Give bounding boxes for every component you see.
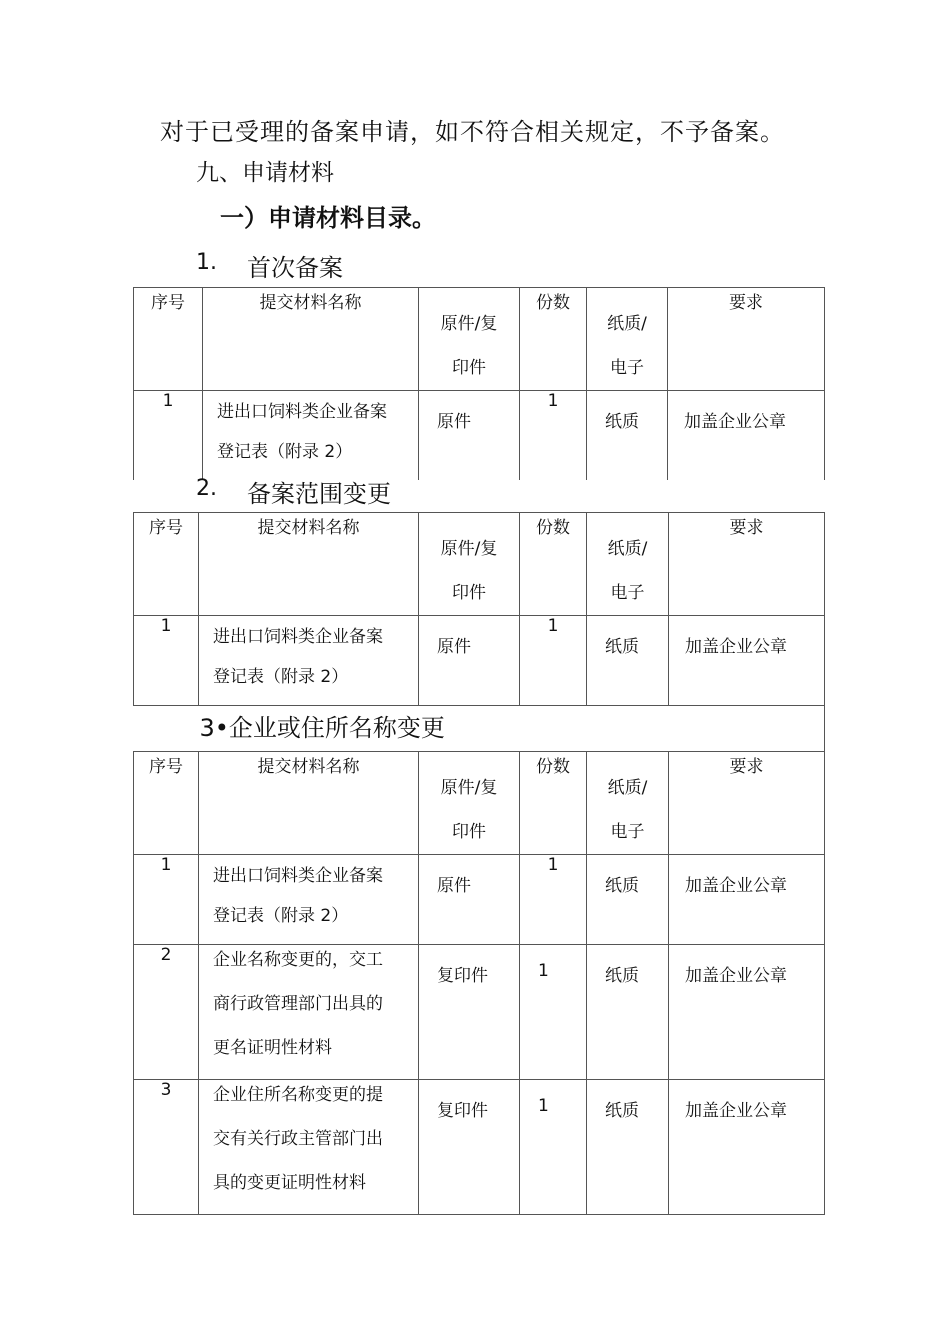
cell-requirement: 加盖企业公章: [685, 876, 787, 896]
cell-name: [199, 1080, 418, 1198]
cell-name-l1: 进出口饲料类企业备案: [213, 627, 383, 647]
cell-name-l1: 进出口饲料类企业备案: [213, 866, 383, 886]
section-1-number: 1.: [196, 250, 217, 275]
table-header-row: [134, 513, 825, 616]
cell-original: 原件: [437, 412, 471, 432]
header-requirement: 要求: [729, 518, 764, 538]
heading-materials-catalog: 一）申请材料目录。: [220, 204, 436, 232]
header-count: 份数: [536, 757, 570, 777]
header-original-copy-l2: 印件: [452, 822, 486, 842]
header-paper-l1: 纸质/: [607, 314, 647, 334]
cell-name: [203, 391, 418, 467]
header-seq: 序号: [149, 757, 183, 777]
cell-original: 原件: [437, 876, 471, 896]
header-requirement: 要求: [729, 757, 764, 777]
section-2-number: 2.: [196, 476, 217, 501]
header-original-copy: [419, 752, 519, 854]
cell-requirement: 加盖企业公章: [685, 1101, 787, 1121]
cell-name-l2: 登记表（附录 2）: [213, 906, 349, 926]
cell-original: 复印件: [437, 966, 488, 986]
header-name: 提交材料名称: [257, 757, 360, 777]
cell-count: 1: [547, 616, 559, 636]
cell-name-l1: 进出口饲料类企业备案: [217, 402, 387, 422]
cell-name-l1: 企业住所名称变更的提: [213, 1085, 383, 1105]
cell-name-l3: 更名证明性材料: [213, 1038, 332, 1058]
cell-count: 1: [547, 391, 559, 411]
header-name: 提交材料名称: [259, 293, 362, 313]
cell-count: 1: [538, 1096, 549, 1116]
cell-requirement: 加盖企业公章: [685, 966, 787, 986]
cell-count: 1: [538, 961, 549, 981]
header-paper-l2: 电子: [610, 358, 644, 378]
cell-paper: 纸质: [605, 637, 639, 657]
cell-requirement: 加盖企业公章: [684, 412, 786, 432]
cell-name: [199, 855, 418, 931]
header-seq: 序号: [149, 518, 183, 538]
cell-name-l2: 商行政管理部门出具的: [213, 994, 383, 1014]
section-3-title-row: [134, 706, 825, 752]
header-paper-l1: 纸质/: [607, 778, 648, 798]
table-row: [134, 391, 825, 480]
header-original-copy-l1: 原件/复: [440, 314, 498, 334]
cell-original: 复印件: [437, 1101, 488, 1121]
header-count: 份数: [536, 518, 570, 538]
header-original-copy: [419, 288, 519, 390]
table-row: [134, 945, 825, 1080]
cell-name: [199, 616, 418, 692]
cell-name: [199, 945, 418, 1063]
header-paper-l2: 电子: [610, 583, 645, 603]
header-name: 提交材料名称: [257, 518, 360, 538]
header-paper-l2: 电子: [610, 822, 645, 842]
cell-paper: 纸质: [605, 412, 639, 432]
paragraph-not-accepted: 对于已受理的备案申请，如不符合相关规定，不予备案。: [160, 118, 785, 146]
table-scope-change: [133, 512, 825, 1215]
cell-paper: 纸质: [605, 966, 639, 986]
header-original-copy-l2: 印件: [452, 358, 486, 378]
header-seq: 序号: [151, 293, 185, 313]
cell-seq: 1: [162, 391, 174, 411]
cell-count: 1: [547, 855, 559, 875]
cell-paper: 纸质: [605, 1101, 639, 1121]
cell-name-l2: 登记表（附录 2）: [217, 442, 353, 462]
cell-name-l2: 交有关行政主管部门出: [213, 1129, 383, 1149]
header-paper-electronic: [587, 513, 668, 615]
header-original-copy-l1: 原件/复: [440, 778, 498, 798]
header-count: 份数: [536, 293, 570, 313]
section-3-title: 3•企业或住所名称变更: [199, 714, 445, 742]
table-header-row: [134, 752, 825, 855]
table-row: [134, 855, 825, 945]
header-requirement: 要求: [729, 293, 763, 313]
cell-seq: 3: [160, 1080, 172, 1100]
heading-application-materials: 九、申请材料: [196, 160, 334, 186]
cell-seq: 1: [160, 855, 172, 875]
table-first-filing: [133, 287, 825, 480]
header-paper-electronic: [587, 752, 668, 854]
cell-original: 原件: [437, 637, 471, 657]
cell-paper: 纸质: [605, 876, 639, 896]
cell-name-l2: 登记表（附录 2）: [213, 667, 349, 687]
table-header-row: [134, 288, 825, 391]
header-original-copy: [419, 513, 519, 615]
cell-name-l1: 企业名称变更的，交工: [213, 950, 383, 970]
table-row: [134, 616, 825, 706]
table-row: [134, 1080, 825, 1215]
section-1-title: 首次备案: [247, 254, 343, 282]
header-original-copy-l1: 原件/复: [440, 539, 498, 559]
cell-seq: 2: [160, 945, 172, 965]
header-original-copy-l2: 印件: [452, 583, 486, 603]
cell-requirement: 加盖企业公章: [685, 637, 787, 657]
section-2-title: 备案范围变更: [247, 480, 391, 508]
header-paper-l1: 纸质/: [607, 539, 648, 559]
cell-seq: 1: [160, 616, 172, 636]
cell-name-l3: 具的变更证明性材料: [213, 1173, 366, 1193]
header-paper-electronic: [587, 288, 667, 390]
